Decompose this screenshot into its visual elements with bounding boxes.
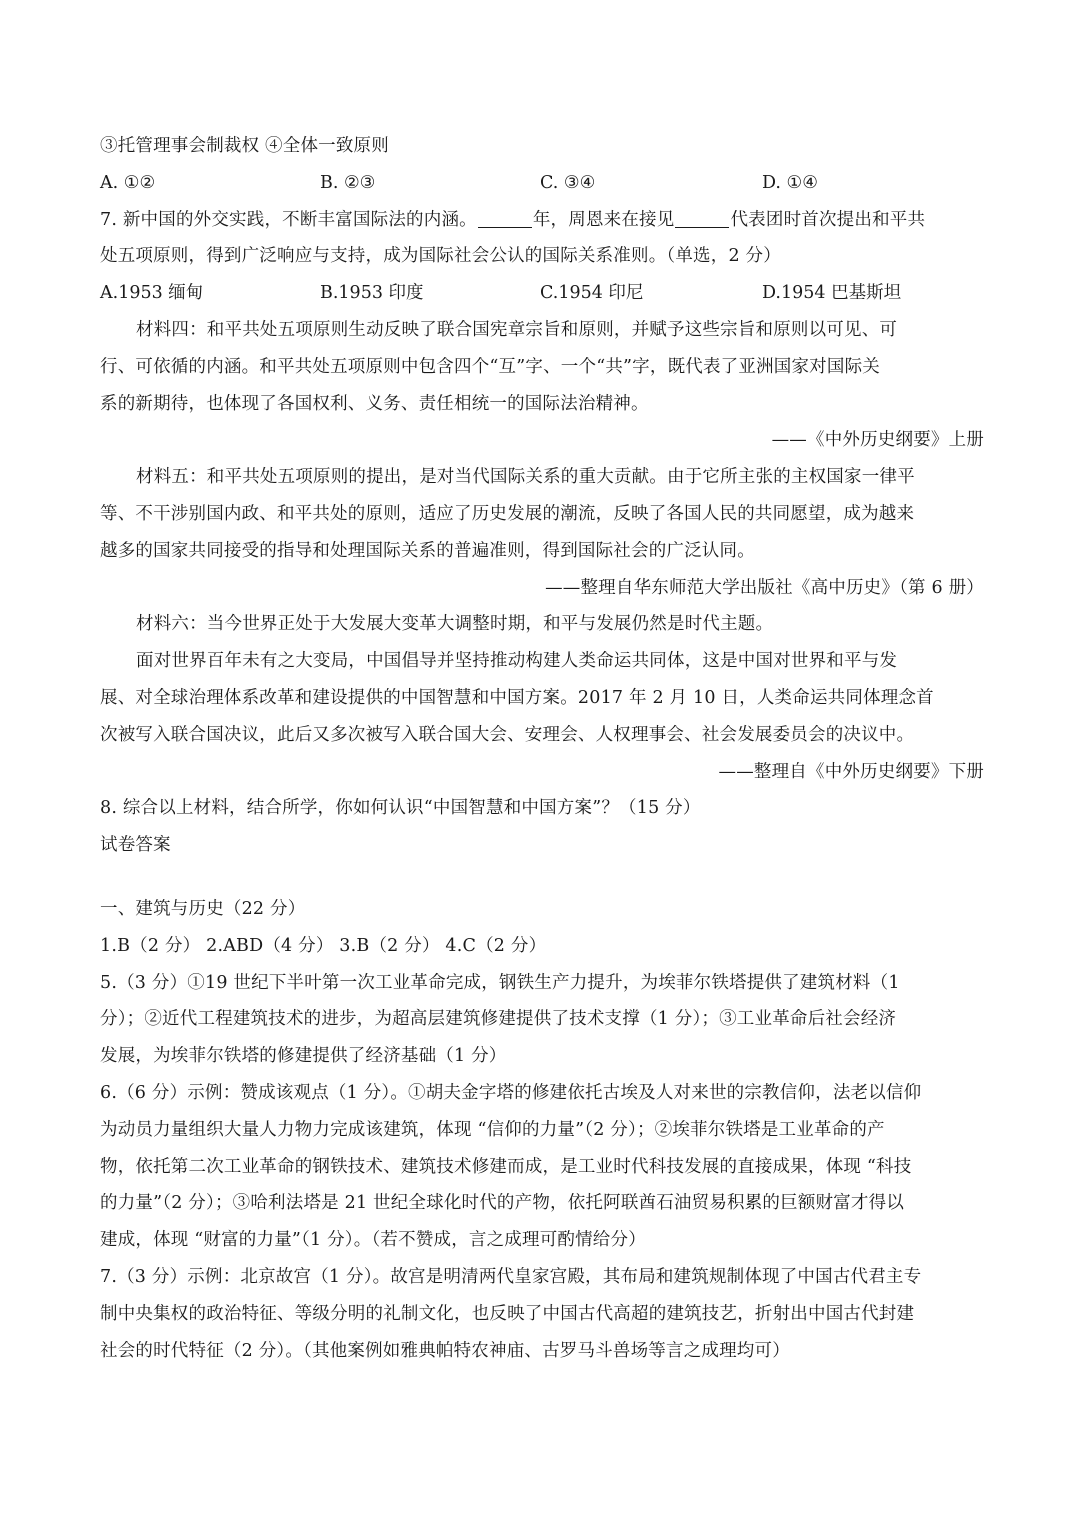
answer7-line: 制中央集权的政治特征、等级分明的礼制文化，也反映了中国古代高超的建筑技艺，折射出中国古代封建 (100, 1303, 915, 1324)
q7-blank-delegation (675, 209, 729, 228)
q7-text-part1: 7. 新中国的外交实践，不断丰富国际法的内涵。 (100, 209, 477, 230)
answer6-line: 为动员力量组织大量人力物力完成该建筑，体现 “信仰的力量”（2 分）；②埃菲尔铁塔是工业革命的产 (100, 1119, 885, 1140)
answer5-line: 5.（3 分）①19 世纪下半叶第一次工业革命完成，钢铁生产力提升，为埃菲尔铁塔提供了建筑材料（1 (100, 972, 900, 993)
q6-option-a: A. ①② (100, 172, 156, 193)
q6-option-c: C. ③④ (540, 172, 596, 193)
spacer (100, 864, 984, 891)
material6-source: ——整理自《中外历史纲要》下册 (718, 761, 984, 782)
material6-line: 次被写入联合国决议，此后又多次被写入联合国大会、安理会、人权理事会、社会发展委员会的决议中。 (100, 724, 915, 745)
material5-source: ——整理自华东师范大学出版社《高中历史》（第 6 册） (545, 577, 984, 598)
material5-line: 等、不干涉别国内政、和平共处的原则，适应了历史发展的潮流，反映了各国人民的共同愿望，成为越来 (100, 503, 915, 524)
answers-1-to-4: 1.B（2 分） 2.ABD（4 分） 3.B（2 分） 4.C（2 分） (100, 935, 547, 956)
q6-option-b: B. ②③ (320, 172, 376, 193)
q7-options (100, 275, 984, 312)
material4-line: 系的新期待，也体现了各国权利、义务、责任相统一的国际法治精神。 (100, 393, 649, 414)
material4-source: ——《中外历史纲要》上册 (771, 430, 984, 451)
answer5-line: 发展，为埃菲尔铁塔的修建提供了经济基础（1 分） (100, 1046, 507, 1067)
q7-text-part3: 代表团时首次提出和平共 (730, 209, 926, 230)
q8-question: 8. 综合以上材料，结合所学，你如何认识“中国智慧和中国方案”？（15 分） (100, 798, 701, 819)
material5-line: 越多的国家共同接受的指导和处理国际关系的普遍准则，得到国际社会的广泛认同。 (100, 540, 755, 561)
q7-option-c: C.1954 印尼 (540, 283, 644, 304)
q7-blank-year (478, 209, 532, 228)
q6-options (100, 165, 984, 202)
answer5-line: 分）；②近代工程建筑技术的进步，为超高层建筑修建提供了技术支撑（1 分）；③工业革命后社会经济 (100, 1009, 897, 1030)
q7-question-line2: 处五项原则，得到广泛响应与支持，成为国际社会公认的国际关系准则。（单选，2 分） (100, 246, 781, 267)
material5-line: 材料五：和平共处五项原则的提出，是对当代国际关系的重大贡献。由于它所主张的主权国家一律平 (136, 467, 915, 488)
answer6-line: 6.（6 分）示例：赞成该观点（1 分）。①胡夫金字塔的修建依托古埃及人对来世的宗教信仰，法老以信仰 (100, 1082, 922, 1103)
material4-line: 材料四：和平共处五项原则生动反映了联合国宪章宗旨和原则，并赋予这些宗旨和原则以可见、可 (136, 319, 898, 340)
q7-option-a: A.1953 缅甸 (100, 283, 204, 304)
answer6-line: 建成，体现 “财富的力量”（1 分）。（若不赞成，言之成理可酌情给分） (100, 1230, 646, 1251)
answer7-line: 7.（3 分）示例：北京故宫（1 分）。故宫是明清两代皇家宫殿，其布局和建筑规制体现了中国古代君主专 (100, 1266, 922, 1287)
section1-title: 一、建筑与历史（22 分） (100, 898, 306, 919)
q7-question-line1 (100, 202, 984, 239)
answer7-line: 社会的时代特征（2 分）。（其他案例如雅典帕特农神庙、古罗马斗兽场等言之成理均可） (100, 1340, 790, 1361)
q6-option-d: D. ①④ (762, 172, 818, 193)
answer6-line: 物，依托第二次工业革命的钢铁技术、建筑技术修建而成，是工业时代科技发展的直接成果，体现 “科技 (100, 1156, 912, 1177)
q7-option-b: B.1953 印度 (320, 283, 424, 304)
q7-option-d: D.1954 巴基斯坦 (762, 283, 902, 304)
material6-line: 面对世界百年未有之大变局，中国倡导并坚持推动构建人类命运共同体，这是中国对世界和平与发 (136, 651, 898, 672)
material6-line: 材料六：当今世界正处于大发展大变革大调整时期，和平与发展仍然是时代主题。 (136, 614, 774, 635)
material4-line: 行、可依循的内涵。和平共处五项原则中包含四个“互”字、一个“共”字，既代表了亚洲国家对国际关 (100, 356, 880, 377)
q7-text-part2: 年，周恩来在接见 (532, 209, 675, 230)
q6-tail-line: ③托管理事会制裁权 ④全体一致原则 (100, 136, 389, 156)
answer6-line: 的力量”（2 分）；③哈利法塔是 21 世纪全球化时代的产物，依托阿联酋石油贸易积累的巨额财富才得以 (100, 1193, 905, 1214)
answers-title: 试卷答案 (100, 835, 171, 856)
document-page (100, 128, 984, 1369)
material6-line: 展、对全球治理体系改革和建设提供的中国智慧和中国方案。2017 年 2 月 10 日，人类命运共同体理念首 (100, 687, 934, 708)
